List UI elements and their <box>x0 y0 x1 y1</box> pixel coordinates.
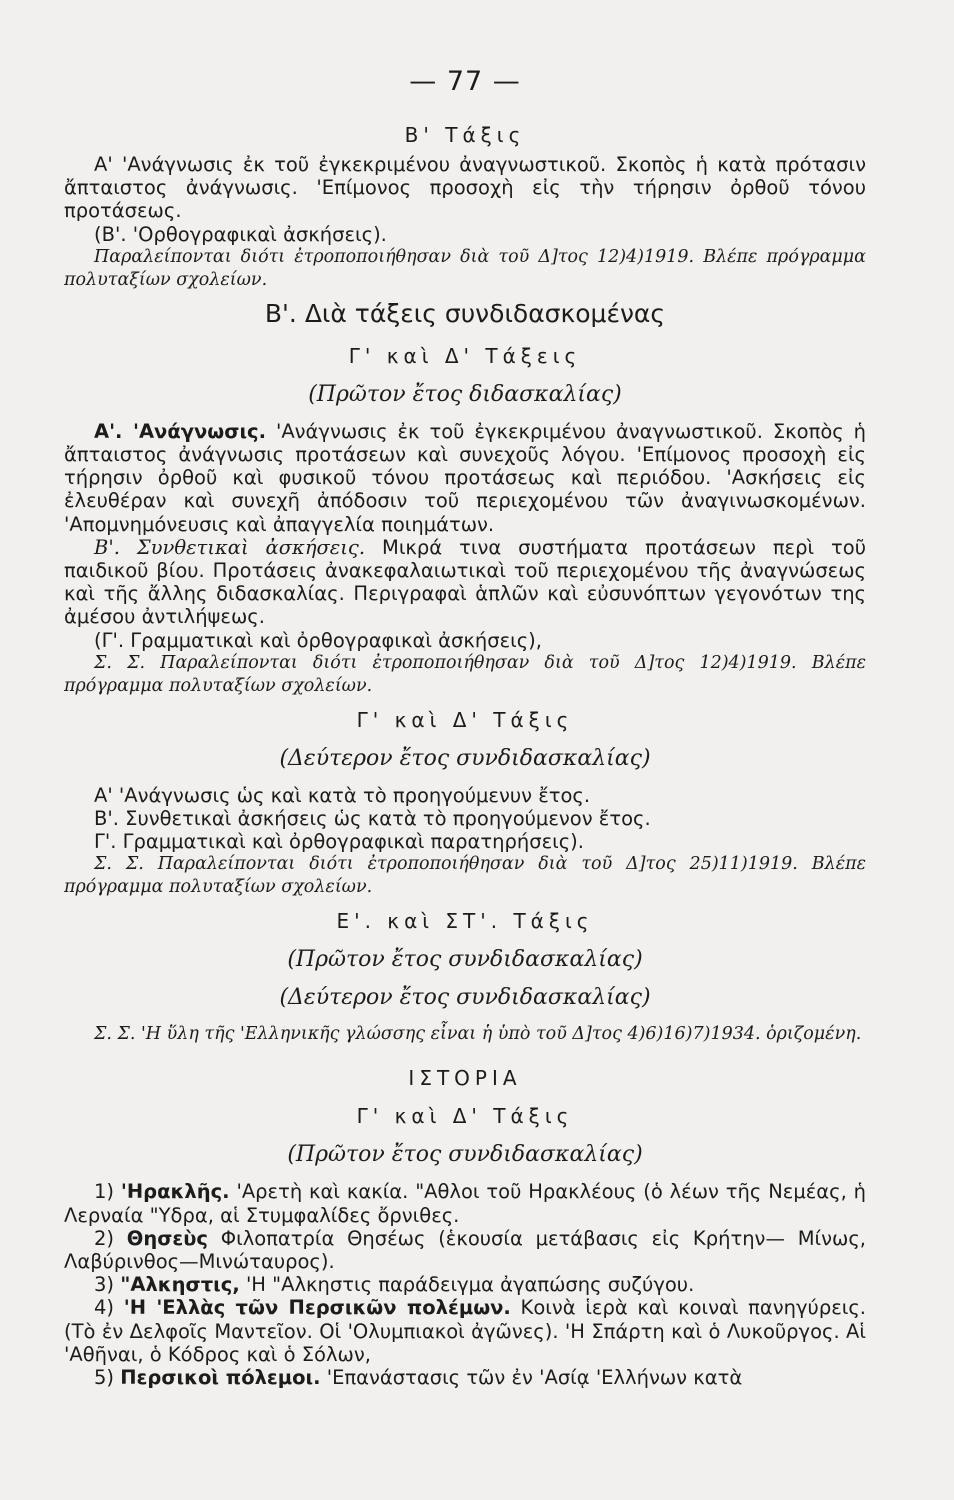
section-b-item-a <box>64 420 866 536</box>
istoria-class-title: Γ' καὶ Δ' Τάξις <box>356 1104 574 1129</box>
istoria-item <box>64 1180 866 1226</box>
istoria-item-text: 'Επανάστασις τῶν ἐν 'Ασίᾳ 'Ελλήνων κατὰ <box>320 1366 743 1390</box>
istoria-item-number: 5) <box>94 1366 115 1390</box>
section-gd2-class-title: Γ' καὶ Δ' Τάξις <box>356 707 574 732</box>
istoria-item-text: Φιλοπατρία Θησέως (ἑκουσία μετάβασις εἰς Κρήτην— Μίνως, Λαβύρινθος—Μινώταυρος). <box>64 1226 866 1274</box>
istoria-item-number: 3) <box>94 1273 115 1297</box>
section-b-item-c: (Γ'. Γραμματικαὶ καὶ ὀρθογραφικαὶ ἀσκήσεις), <box>94 628 542 652</box>
istoria-item-text: 'Η "Αλκηστις παράδειγμα ἀγαπώσης συζύγου. <box>239 1273 695 1297</box>
istoria-item-text: 'Αρετὴ καὶ κακία. "Αθλοι τοῦ Ηρακλέους (ὁ λέων τῆς Νεμέας, ἡ Λερναία "Υδρα, αἱ Στυμφαλίδες ὄρνιθες. <box>64 1180 866 1227</box>
section-b-item-b-text: Μικρά τινα συστήματα προτάσεων περὶ τοῦ παιδικοῦ βίου. Προτάσεις ἀνακεφαλαιωτικαὶ τοῦ περιεχομένου τῆς ἀναγνώσεως καὶ τῆς ἄλλης διδασκαλίας. Περιγραφαὶ ἁπλῶν καὶ εὐσυνόπτων γεγονότων της ἀμέσου ἀντιλήψεως. <box>64 535 866 629</box>
section-b-heading: Β'. Διὰ τάξεις συνδιδασκομένας <box>264 298 666 328</box>
section-e-class-title: Ε'. καὶ ΣΤ'. Τάξις <box>336 909 594 934</box>
section-b-item-a-text: 'Ανάγνωσις ἐκ τοῦ ἐγκεκριμένου ἀναγνωστικοῦ. Σκοπὸς ἡ ἄπταιστος ἀνάγνωσις προτάσεων καὶ συνεχοῦς λόγου. 'Επίμονος προσοχὴ εἰς τήρησιν ὀρθοῦ καὶ φυσικοῦ τόνου προτάσεως καὶ περιόδου. 'Ασκήσεις εἰς ἐλευθέραν καὶ συνεχῆ ἀπόδοσιν τοῦ περιεχομένου τῶν ἀναγινωσκομένων. 'Απομνημόνευσις καὶ ἀπαγγελία ποιημάτων. <box>64 419 866 536</box>
section-b-note: Σ. Σ. Παραλείπονται διότι ἐτροποποιήθησαν διὰ τοῦ Δ]τος 12)4)1919. Βλέπε πρόγραμμα πολυταξίων σχολείων. <box>64 652 866 696</box>
b-taxis-title: Β' Τάξις <box>404 123 526 147</box>
section-b-item-b <box>64 536 866 629</box>
istoria-item-label: 'Η 'Ελλὰς τῶν Περσικῶν πολέμων. <box>123 1296 511 1320</box>
istoria-year: (Πρῶτον ἔτος συνδιδασκαλίας) <box>287 1142 643 1168</box>
istoria-item-number: 1) <box>94 1180 115 1204</box>
section-b-class-title: Γ' καὶ Δ' Τάξεις <box>348 343 582 368</box>
istoria-item-label: "Αλκηστις, <box>120 1273 240 1297</box>
istoria-item <box>64 1366 866 1389</box>
section-b-item-a-label: Α'. 'Ανάγνωσις. <box>94 419 267 443</box>
section-gd2-year: (Δεύτερον ἔτος συνδιδασκαλίας) <box>279 745 651 771</box>
section-b-year: (Πρῶτον ἔτος διδασκαλίας) <box>308 381 622 407</box>
istoria-item <box>64 1227 866 1273</box>
section-e-note: Σ. Σ. 'Η ὕλη τῆς 'Ελληνικῆς γλώσσης εἶναι ἡ ὑπὸ τοῦ Δ]τος 4)6)16)7)1934. ὁριζομένη. <box>94 1024 862 1045</box>
b-taxis-paragraph-2: (Β'. 'Ορθογραφικαὶ ἀσκήσεις). <box>94 222 387 246</box>
page-number: — 77 — <box>409 66 521 97</box>
section-gd2-line-2: Β'. Συνθετικαὶ ἀσκήσεις ὡς κατὰ τὸ προηγούμενον ἔτος. <box>94 807 651 831</box>
istoria-item-label: Θησεὺς <box>126 1226 208 1250</box>
istoria-item-number: 2) <box>94 1226 115 1250</box>
istoria-item-label: 'Ηρακλῆς. <box>120 1180 230 1204</box>
section-b-item-b-label: Β'. Συνθετικαὶ ἀσκήσεις. <box>94 535 366 559</box>
section-e-year-2: (Δεύτερον ἔτος συνδιδασκαλίας) <box>279 985 651 1011</box>
istoria-item-label: Περσικοὶ πόλεμοι. <box>120 1366 321 1390</box>
istoria-item <box>64 1273 866 1296</box>
istoria-item <box>64 1296 866 1366</box>
istoria-heading: ΙΣΤΟΡΙΑ <box>408 1066 522 1091</box>
section-gd2-line-3: Γ'. Γραμματικαὶ καὶ ὀρθογραφικαὶ παρατηρήσεις). <box>94 830 584 854</box>
b-taxis-paragraph-1: Α' 'Ανάγνωσις ἐκ τοῦ ἐγκεκριμένου ἀναγνωστικοῦ. Σκοπὸς ἡ κατὰ πρότασιν ἄπταιστος ἀνάγνωσις. 'Επίμονος προσοχὴ εἰς τὴν τήρησιν ὀρθοῦ τόνου προτάσεως. <box>64 153 866 223</box>
section-gd2-note: Σ. Σ. Παραλείπονται διότι ἐτροποποιήθησαν διὰ τοῦ Δ]τος 25)11)1919. Βλέπε πρόγραμμα πολυταξίων σχολείων. <box>64 854 866 898</box>
istoria-item-text: Κοινὰ ἱερὰ καὶ κοιναὶ πανηγύρεις. (Τὸ ἐν Δελφοῖς Μαντεῖον. Οἱ 'Ολυμπιακοὶ ἀγῶνες). 'Η Σπάρτη καὶ ὁ Λυκοῦργος. Αἱ 'Αθῆναι, ὁ Κόδρος καὶ ὁ Σόλων, <box>64 1296 866 1366</box>
b-taxis-note: Παραλείπονται διότι ἐτροποποιήθησαν διὰ τοῦ Δ]τος 12)4)1919. Βλέπε πρόγραμμα πολυταξίων σχολείων. <box>64 246 866 290</box>
section-e-year-1: (Πρῶτον ἔτος συνδιδασκαλίας) <box>287 947 643 973</box>
section-gd2-line-1: Α' 'Ανάγνωσις ὡς καὶ κατὰ τὸ προηγούμενυν ἔτος. <box>94 783 591 807</box>
istoria-item-number: 4) <box>94 1296 115 1320</box>
